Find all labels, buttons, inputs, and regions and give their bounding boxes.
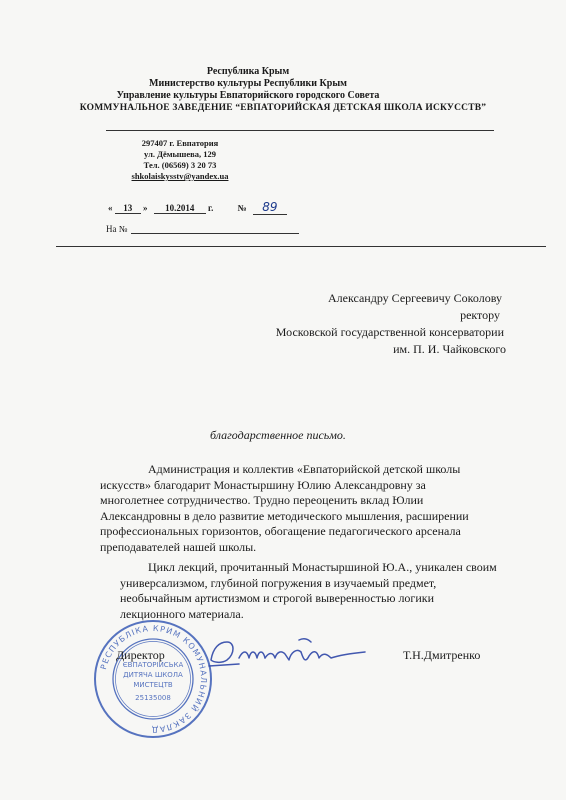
header-ministry: Министерство культуры Республики Крым bbox=[149, 78, 347, 89]
official-seal-stamp bbox=[92, 618, 214, 740]
paragraph-line: Администрация и коллектив «Евпаторийской детской школы bbox=[148, 462, 461, 476]
sender-address bbox=[100, 138, 260, 182]
seal-outer-text: РЕСПУБЛІКА КРИМ КОМУНАЛЬНИЙ ЗАКЛАД bbox=[98, 623, 209, 735]
date-open-quote: « bbox=[108, 203, 113, 213]
header-republic: Республика Крым bbox=[206, 66, 290, 77]
paragraph-line: необычайным артистизмом и строгой выверенностью логики bbox=[120, 591, 435, 605]
signatory-role: Директор bbox=[116, 648, 165, 662]
address-street: ул. Дёмышева, 129 bbox=[144, 149, 216, 159]
date-close-quote: » bbox=[143, 203, 148, 213]
date-year-suffix: г. bbox=[208, 203, 214, 213]
paragraph-line: многолетнее сотрудничество. Трудно переоценить вклад Юлии bbox=[100, 493, 424, 507]
seal-code: 25135008 bbox=[135, 694, 171, 702]
paragraph-line: лекционного материала. bbox=[120, 606, 244, 621]
paragraph-1 bbox=[100, 462, 510, 555]
address-email: shkolaiskysstv@yandex.ua bbox=[131, 171, 229, 181]
paragraph-line: Александровны в дело развитие методического мышления, расширении bbox=[100, 508, 469, 523]
signatory-name: Т.Н.Дмитренко bbox=[403, 648, 481, 662]
recipient-position: ректору bbox=[460, 308, 500, 322]
paragraph-2 bbox=[120, 560, 520, 622]
incoming-number-label: На № bbox=[106, 224, 128, 234]
paragraph-line: Цикл лекций, прочитанный Монастыршиной Ю.А., уникален своим bbox=[148, 560, 497, 574]
seal-inner-line-2: ДИТЯЧА ШКОЛА bbox=[123, 671, 183, 679]
paragraph-line: профессиональных горизонтов, обогащение педагогического арсенала bbox=[100, 524, 461, 538]
recipient-organization-named: им. П. И. Чайковского bbox=[393, 342, 506, 356]
header-institution: КОММУНАЛЬНОЕ ЗАВЕДЕНИЕ “ЕВПАТОРИЙСКАЯ ДЕТСКАЯ ШКОЛА ИСКУССТВ” bbox=[79, 103, 487, 113]
header-divider bbox=[106, 130, 494, 131]
paragraph-line: преподавателей нашей школы. bbox=[100, 539, 257, 554]
address-phone: Тел. (06569) 3 20 73 bbox=[143, 160, 217, 170]
recipient-organization: Московской государственной консерватории bbox=[275, 325, 504, 339]
recipient-name: Александру Сергеевичу Соколову bbox=[327, 291, 502, 305]
incoming-reference bbox=[106, 224, 299, 234]
letter-number: 89 bbox=[253, 200, 287, 215]
outgoing-reference bbox=[108, 200, 287, 215]
date-day: 13 bbox=[115, 203, 141, 214]
date-month-year: 10.2014 bbox=[154, 203, 206, 214]
handwritten-signature bbox=[205, 630, 375, 674]
reference-divider bbox=[56, 246, 546, 247]
seal-inner-line-1: ЄВПАТОРІЙСЬКА bbox=[122, 661, 184, 669]
incoming-number-blank bbox=[131, 233, 299, 234]
header-department: Управление культуры Евпаторийского городского Совета bbox=[116, 90, 380, 101]
seal-inner-line-3: МИСТЕЦТВ bbox=[133, 681, 173, 689]
paragraph-line: искусств» благодарит Монастыршину Юлию Александровну за bbox=[100, 477, 426, 492]
letter-title: благодарственное письмо. bbox=[210, 428, 346, 442]
number-label: № bbox=[237, 203, 247, 213]
paragraph-line: универсализмом, глубиной погружения в изучаемый предмет, bbox=[120, 575, 437, 590]
recipient-block bbox=[230, 290, 510, 358]
address-city: 297407 г. Евпатория bbox=[141, 138, 219, 148]
